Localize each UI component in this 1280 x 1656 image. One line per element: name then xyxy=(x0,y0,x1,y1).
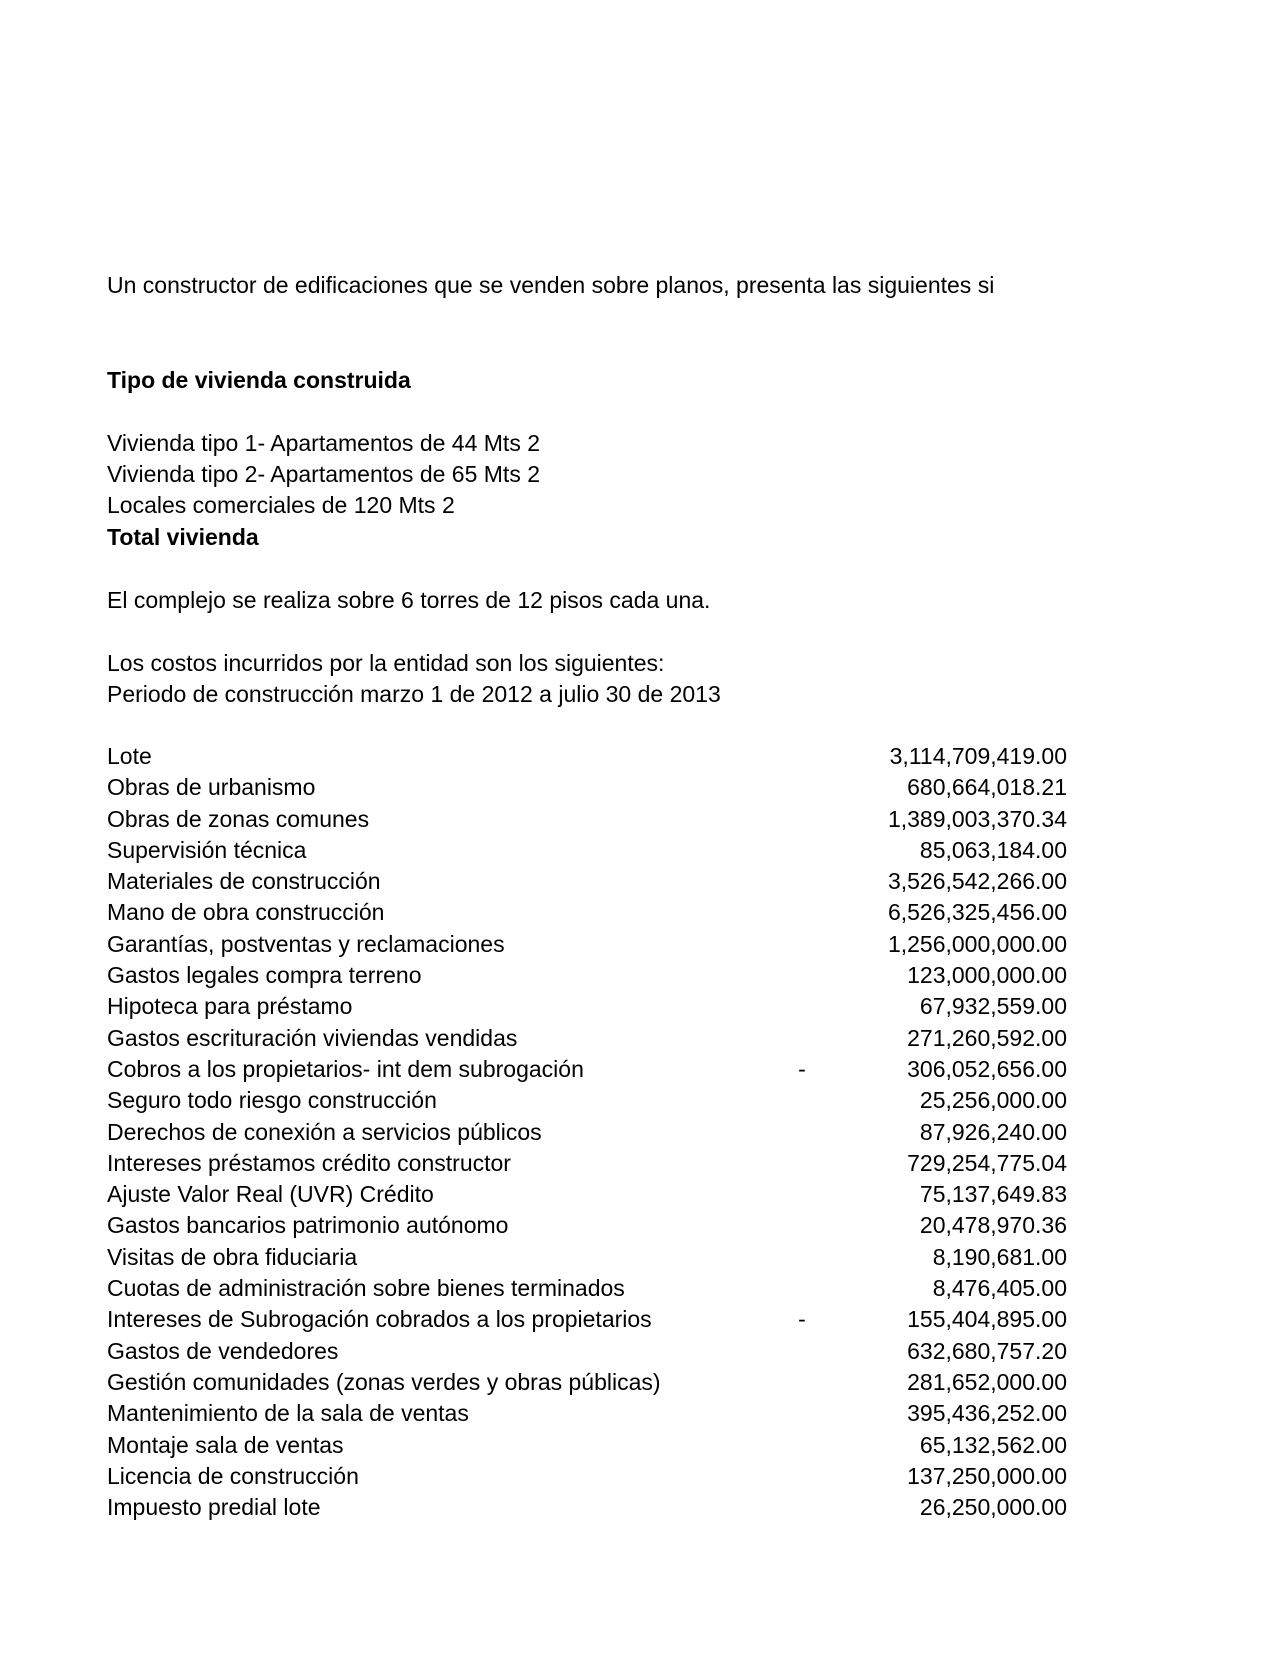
cost-table xyxy=(107,741,1067,1523)
cost-label: Materiales de construcción xyxy=(107,868,381,895)
cost-value: 67,932,559.00 xyxy=(919,993,1067,1020)
cost-value: 271,260,592.00 xyxy=(907,1024,1067,1051)
complex-note: El complejo se realiza sobre 6 torres de 12 pisos cada una. xyxy=(107,587,711,613)
cost-label: Intereses préstamos crédito constructor xyxy=(107,1149,511,1176)
cost-label: Licencia de construcción xyxy=(107,1462,359,1489)
cost-row xyxy=(107,1117,1067,1148)
cost-label: Mantenimiento de la sala de ventas xyxy=(107,1400,469,1427)
cost-label: Gastos escrituración viviendas vendidas xyxy=(107,1024,518,1051)
cost-label: Lote xyxy=(107,743,152,769)
cost-label: Mano de obra construcción xyxy=(107,899,385,926)
cost-value: 123,000,000.00 xyxy=(907,962,1067,989)
cost-label: Derechos de conexión a servicios públicos xyxy=(107,1118,542,1145)
cost-label: Obras de zonas comunes xyxy=(107,805,370,832)
cost-row xyxy=(107,866,1067,897)
cost-label: Ajuste Valor Real (UVR) Crédito xyxy=(107,1181,434,1208)
cost-row xyxy=(107,772,1067,803)
cost-label: Cobros a los propietarios- int dem subrogación xyxy=(107,1055,584,1082)
cost-label: Hipoteca para préstamo xyxy=(107,993,353,1020)
cost-row xyxy=(107,1367,1067,1398)
cost-row xyxy=(107,897,1067,928)
cost-value: 87,926,240.00 xyxy=(919,1118,1067,1145)
cost-value: 3,526,542,266.00 xyxy=(887,868,1067,895)
cost-row xyxy=(107,1148,1067,1179)
cost-row xyxy=(107,1054,1067,1085)
cost-value: 8,190,681.00 xyxy=(932,1243,1067,1270)
cost-row xyxy=(107,1430,1067,1461)
cost-value: 137,250,000.00 xyxy=(907,1462,1067,1489)
cost-value: 20,478,970.36 xyxy=(919,1212,1067,1239)
housing-total-label: Total vivienda xyxy=(107,524,259,550)
cost-label: Gestión comunidades (zonas verdes y obras públicas) xyxy=(107,1368,661,1395)
intro-text: Un constructor de edificaciones que se venden sobre planos, presenta las siguientes si xyxy=(107,272,995,298)
cost-value: 680,664,018.21 xyxy=(907,774,1067,801)
cost-label: Gastos legales compra terreno xyxy=(107,962,422,989)
cost-label: Gastos de vendedores xyxy=(107,1337,339,1364)
cost-value: 729,254,775.04 xyxy=(907,1149,1067,1176)
cost-label: Cuotas de administración sobre bienes terminados xyxy=(107,1275,625,1302)
cost-label: Gastos bancarios patrimonio autónomo xyxy=(107,1212,509,1239)
housing-item-1: Vivienda tipo 1- Apartamentos de 44 Mts 2 xyxy=(107,430,541,456)
cost-row xyxy=(107,1492,1067,1523)
cost-value: 6,526,325,456.00 xyxy=(887,899,1067,926)
cost-row xyxy=(107,1398,1067,1429)
cost-row xyxy=(107,929,1067,960)
cost-row xyxy=(107,991,1067,1022)
cost-row xyxy=(107,1242,1067,1273)
cost-row xyxy=(107,1336,1067,1367)
cost-value: 1,256,000,000.00 xyxy=(887,930,1067,957)
cost-value: 281,652,000.00 xyxy=(907,1368,1067,1395)
cost-value: 8,476,405.00 xyxy=(932,1275,1067,1302)
cost-value: 85,063,184.00 xyxy=(919,836,1067,863)
cost-sign: - xyxy=(798,1055,806,1082)
cost-row xyxy=(107,1304,1067,1335)
cost-value: 75,137,649.83 xyxy=(919,1181,1067,1208)
housing-heading: Tipo de vivienda construida xyxy=(107,367,411,393)
cost-row xyxy=(107,960,1067,991)
cost-value: 395,436,252.00 xyxy=(907,1400,1067,1427)
construction-period: Periodo de construcción marzo 1 de 2012 a julio 30 de 2013 xyxy=(107,681,721,707)
cost-sign: - xyxy=(798,1306,806,1333)
housing-item-2: Vivienda tipo 2- Apartamentos de 65 Mts 2 xyxy=(107,461,541,487)
cost-value: 3,114,709,419.00 xyxy=(889,743,1067,769)
cost-label: Visitas de obra fiduciaria xyxy=(107,1243,358,1270)
cost-row xyxy=(107,835,1067,866)
cost-row xyxy=(107,1273,1067,1304)
cost-label: Garantías, postventas y reclamaciones xyxy=(107,930,505,957)
cost-value: 26,250,000.00 xyxy=(919,1494,1067,1521)
cost-row xyxy=(107,741,1067,772)
cost-value: 65,132,562.00 xyxy=(919,1431,1067,1458)
cost-label: Montaje sala de ventas xyxy=(107,1431,344,1458)
cost-label: Impuesto predial lote xyxy=(107,1494,321,1521)
cost-row xyxy=(107,804,1067,835)
cost-value: 632,680,757.20 xyxy=(907,1337,1067,1364)
cost-label: Obras de urbanismo xyxy=(107,774,316,801)
cost-row xyxy=(107,1179,1067,1210)
cost-label: Seguro todo riesgo construcción xyxy=(107,1087,437,1114)
cost-value: 306,052,656.00 xyxy=(907,1055,1067,1082)
cost-row xyxy=(107,1461,1067,1492)
cost-row xyxy=(107,1023,1067,1054)
cost-row xyxy=(107,1085,1067,1116)
cost-value: 155,404,895.00 xyxy=(907,1306,1067,1333)
cost-value: 25,256,000.00 xyxy=(919,1087,1067,1114)
cost-label: Intereses de Subrogación cobrados a los propietarios xyxy=(107,1306,652,1333)
cost-row xyxy=(107,1210,1067,1241)
housing-item-3: Locales comerciales de 120 Mts 2 xyxy=(107,492,455,518)
cost-value: 1,389,003,370.34 xyxy=(887,805,1067,832)
costs-intro: Los costos incurridos por la entidad son los siguientes: xyxy=(107,650,665,676)
cost-label: Supervisión técnica xyxy=(107,836,307,863)
